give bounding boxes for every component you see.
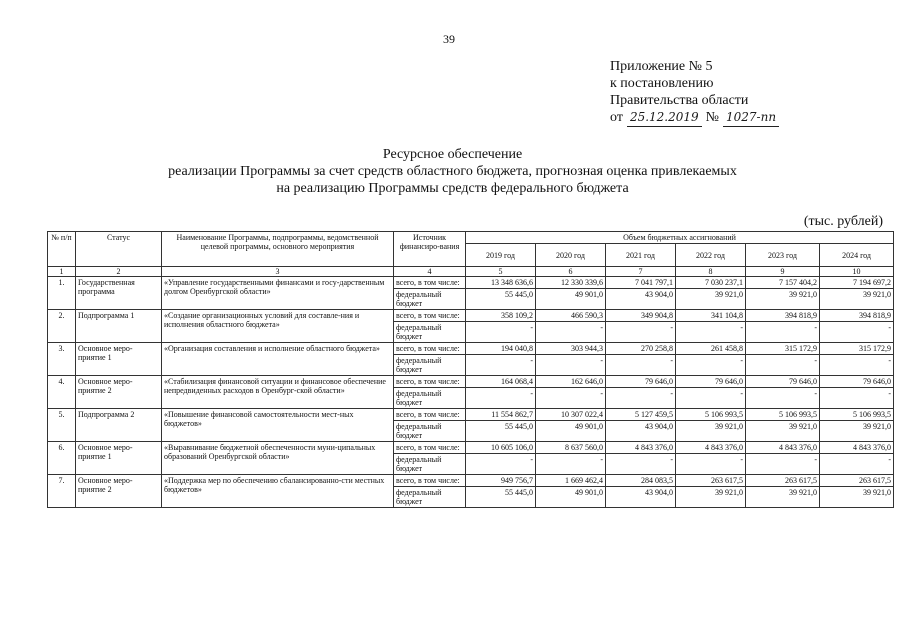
row-status: Основное меро-приятие 1 — [76, 343, 162, 376]
row-number: 5. — [48, 409, 76, 442]
value-cell: 162 646,0 — [536, 376, 606, 388]
header-year: 2021 год — [606, 244, 676, 267]
value-cell: 55 445,0 — [466, 487, 536, 508]
value-cell: 394 818,9 — [820, 310, 894, 322]
value-cell: - — [466, 355, 536, 376]
value-cell: - — [820, 454, 894, 475]
value-cell: - — [606, 322, 676, 343]
value-cell: 43 904,0 — [606, 289, 676, 310]
row-source-federal: федеральный бюджет — [394, 454, 466, 475]
column-index: 2 — [76, 267, 162, 277]
value-cell: 341 104,8 — [676, 310, 746, 322]
document-title — [0, 146, 905, 197]
value-cell: 79 646,0 — [820, 376, 894, 388]
header-name: Наименование Программы, подпрограммы, ведомственной целевой программы, основного мероприятия — [162, 232, 394, 267]
value-cell: 263 617,5 — [820, 475, 894, 487]
value-cell: 79 646,0 — [746, 376, 820, 388]
value-cell: 55 445,0 — [466, 289, 536, 310]
value-cell: 5 106 993,5 — [820, 409, 894, 421]
value-cell: 164 068,4 — [466, 376, 536, 388]
budget-table — [47, 231, 894, 508]
row-number: 3. — [48, 343, 76, 376]
value-cell: 4 843 376,0 — [676, 442, 746, 454]
column-index: 9 — [746, 267, 820, 277]
row-name: «Повышение финансовой самостоятельности мест-ных бюджетов» — [162, 409, 394, 442]
value-cell: 466 590,3 — [536, 310, 606, 322]
table-row — [48, 277, 894, 289]
header-year: 2019 год — [466, 244, 536, 267]
value-cell: 49 901,0 — [536, 421, 606, 442]
value-cell: - — [676, 322, 746, 343]
row-source-total: всего, в том числе: — [394, 409, 466, 421]
value-cell: 7 194 697,2 — [820, 277, 894, 289]
handwritten-number: 1027-пп — [723, 109, 779, 127]
table-row — [48, 409, 894, 421]
value-cell: 13 348 636,6 — [466, 277, 536, 289]
value-cell: 39 921,0 — [820, 421, 894, 442]
table-row — [48, 343, 894, 355]
value-cell: - — [536, 388, 606, 409]
column-index: 6 — [536, 267, 606, 277]
value-cell: 39 921,0 — [676, 487, 746, 508]
appendix-block — [610, 58, 779, 127]
value-cell: 5 127 459,5 — [606, 409, 676, 421]
header-source: Источник финансиро-вания — [394, 232, 466, 267]
value-cell: 39 921,0 — [676, 289, 746, 310]
value-cell: 79 646,0 — [606, 376, 676, 388]
value-cell: 358 109,2 — [466, 310, 536, 322]
header-year: 2024 год — [820, 244, 894, 267]
row-source-federal: федеральный бюджет — [394, 388, 466, 409]
header-year: 2022 год — [676, 244, 746, 267]
value-cell: 5 106 993,5 — [746, 409, 820, 421]
row-source-total: всего, в том числе: — [394, 376, 466, 388]
value-cell: - — [820, 355, 894, 376]
column-index-row — [48, 267, 894, 277]
column-index: 8 — [676, 267, 746, 277]
row-source-federal: федеральный бюджет — [394, 487, 466, 508]
value-cell: 949 756,7 — [466, 475, 536, 487]
header-volume: Объем бюджетных ассигнований — [466, 232, 894, 244]
page-number: 39 — [443, 32, 455, 46]
value-cell: - — [746, 322, 820, 343]
row-name: «Создание организационных условий для составле-ния и исполнения областного бюджета» — [162, 310, 394, 343]
row-source-total: всего, в том числе: — [394, 442, 466, 454]
value-cell: 7 041 797,1 — [606, 277, 676, 289]
value-cell: 4 843 376,0 — [746, 442, 820, 454]
value-cell: - — [466, 322, 536, 343]
row-source-total: всего, в том числе: — [394, 277, 466, 289]
value-cell: 5 106 993,5 — [676, 409, 746, 421]
value-cell: 303 944,3 — [536, 343, 606, 355]
value-cell: - — [466, 388, 536, 409]
value-cell: 10 605 106,0 — [466, 442, 536, 454]
value-cell: - — [606, 355, 676, 376]
column-index: 4 — [394, 267, 466, 277]
value-cell: - — [746, 355, 820, 376]
value-cell: - — [820, 322, 894, 343]
value-cell: 39 921,0 — [746, 421, 820, 442]
row-name: «Организация составления и исполнение областного бюджета» — [162, 343, 394, 376]
value-cell: 1 669 462,4 — [536, 475, 606, 487]
row-number: 2. — [48, 310, 76, 343]
title-line3: на реализацию Программы средств федерального бюджета — [276, 181, 629, 196]
table-row — [48, 442, 894, 454]
row-status: Основное меро-приятие 2 — [76, 475, 162, 508]
column-index: 3 — [162, 267, 394, 277]
value-cell: 10 307 022,4 — [536, 409, 606, 421]
value-cell: - — [466, 454, 536, 475]
value-cell: 261 458,8 — [676, 343, 746, 355]
column-index: 1 — [48, 267, 76, 277]
row-number: 1. — [48, 277, 76, 310]
value-cell: 39 921,0 — [820, 487, 894, 508]
value-cell: - — [536, 454, 606, 475]
appendix-line1: Приложение № 5 — [610, 59, 713, 74]
value-cell: 49 901,0 — [536, 487, 606, 508]
row-source-federal: федеральный бюджет — [394, 421, 466, 442]
value-cell: 39 921,0 — [820, 289, 894, 310]
title-line1: Ресурсное обеспечение — [382, 147, 523, 162]
value-cell: 12 330 339,6 — [536, 277, 606, 289]
value-cell: 315 172,9 — [746, 343, 820, 355]
value-cell: 43 904,0 — [606, 421, 676, 442]
value-cell: 394 818,9 — [746, 310, 820, 322]
header-year: 2023 год — [746, 244, 820, 267]
row-source-federal: федеральный бюджет — [394, 355, 466, 376]
row-source-federal: федеральный бюджет — [394, 289, 466, 310]
row-status: Подпрограмма 2 — [76, 409, 162, 442]
value-cell: 39 921,0 — [746, 487, 820, 508]
number-label: № — [705, 110, 720, 125]
row-number: 7. — [48, 475, 76, 508]
row-number: 6. — [48, 442, 76, 475]
value-cell: 8 637 560,0 — [536, 442, 606, 454]
value-cell: 4 843 376,0 — [606, 442, 676, 454]
row-status: Государственная программа — [76, 277, 162, 310]
table-row — [48, 376, 894, 388]
value-cell: - — [746, 454, 820, 475]
value-cell: 7 157 404,2 — [746, 277, 820, 289]
value-cell: - — [606, 454, 676, 475]
row-status: Основное меро-приятие 1 — [76, 442, 162, 475]
value-cell: - — [820, 388, 894, 409]
from-label: от — [610, 110, 623, 125]
value-cell: - — [676, 454, 746, 475]
value-cell: 349 904,8 — [606, 310, 676, 322]
appendix-signature-line — [610, 109, 779, 127]
value-cell: 7 030 237,1 — [676, 277, 746, 289]
header-num: № п/п — [48, 232, 76, 267]
value-cell: 4 843 376,0 — [820, 442, 894, 454]
header-status: Статус — [76, 232, 162, 267]
value-cell: 315 172,9 — [820, 343, 894, 355]
value-cell: 49 901,0 — [536, 289, 606, 310]
value-cell: 263 617,5 — [746, 475, 820, 487]
value-cell: 39 921,0 — [676, 421, 746, 442]
row-source-total: всего, в том числе: — [394, 343, 466, 355]
value-cell: - — [676, 388, 746, 409]
title-line2: реализации Программы за счет средств областного бюджета, прогнозная оценка привлекаемых — [168, 164, 737, 179]
appendix-line3: Правительства области — [610, 93, 749, 108]
value-cell: 270 258,8 — [606, 343, 676, 355]
value-cell: - — [536, 355, 606, 376]
handwritten-date: 25.12.2019 — [627, 109, 702, 127]
value-cell: 263 617,5 — [676, 475, 746, 487]
value-cell: 11 554 862,7 — [466, 409, 536, 421]
row-number: 4. — [48, 376, 76, 409]
row-name: «Управление государственными финансами и госу-дарственным долгом Оренбургской области» — [162, 277, 394, 310]
row-status: Основное меро-приятие 2 — [76, 376, 162, 409]
row-name: «Поддержка мер по обеспечению сбалансированно-сти местных бюджетов» — [162, 475, 394, 508]
value-cell: - — [606, 388, 676, 409]
value-cell: 55 445,0 — [466, 421, 536, 442]
value-cell: - — [676, 355, 746, 376]
value-cell: - — [746, 388, 820, 409]
column-index: 10 — [820, 267, 894, 277]
row-name: «Стабилизация финансовой ситуации и финансовое обеспечение непредвиденных расходов в Оренбург-ской области» — [162, 376, 394, 409]
value-cell: - — [536, 322, 606, 343]
value-cell: 43 904,0 — [606, 487, 676, 508]
table-row — [48, 475, 894, 487]
table-row — [48, 310, 894, 322]
row-source-total: всего, в том числе: — [394, 475, 466, 487]
appendix-line2: к постановлению — [610, 76, 714, 91]
row-source-total: всего, в том числе: — [394, 310, 466, 322]
units-label: (тыс. рублей) — [803, 214, 883, 229]
header-year: 2020 год — [536, 244, 606, 267]
row-source-federal: федеральный бюджет — [394, 322, 466, 343]
row-status: Подпрограмма 1 — [76, 310, 162, 343]
value-cell: 284 083,5 — [606, 475, 676, 487]
value-cell: 194 040,8 — [466, 343, 536, 355]
column-index: 7 — [606, 267, 676, 277]
column-index: 5 — [466, 267, 536, 277]
value-cell: 79 646,0 — [676, 376, 746, 388]
row-name: «Выравнивание бюджетной обеспеченности муни-ципальных образований Оренбургской области» — [162, 442, 394, 475]
value-cell: 39 921,0 — [746, 289, 820, 310]
